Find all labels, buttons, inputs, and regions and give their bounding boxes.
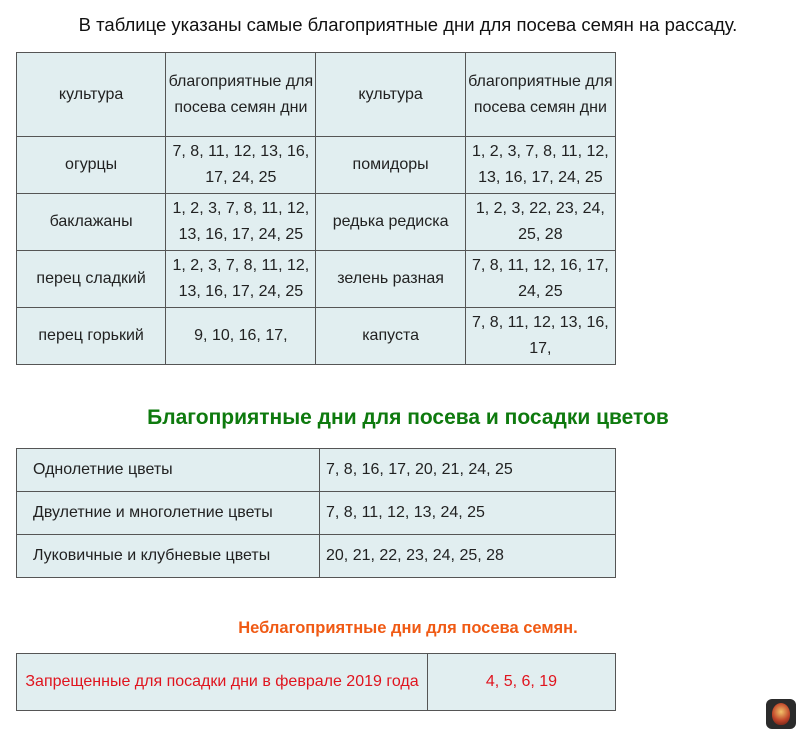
table-row [17, 137, 616, 194]
flower-type-cell: Луковичные и клубневые цветы [17, 535, 320, 578]
days-cell: 1, 2, 3, 7, 8, 11, 12, 13, 16, 17, 24, 25 [166, 194, 316, 251]
days-cell: 9, 10, 16, 17, [166, 308, 316, 365]
flower-type-cell: Двулетние и многолетние цветы [17, 492, 320, 535]
seedling-days-table [16, 52, 616, 365]
table-row [17, 251, 616, 308]
table-row [17, 535, 616, 578]
days-cell: 7, 8, 16, 17, 20, 21, 24, 25 [320, 449, 616, 492]
days-cell: 7, 8, 11, 12, 16, 17, 24, 25 [465, 251, 615, 308]
table-header-row [17, 53, 616, 137]
days-cell: 1, 2, 3, 7, 8, 11, 12, 13, 16, 17, 24, 25 [465, 137, 615, 194]
table-row [17, 492, 616, 535]
header-crop: культура [17, 53, 166, 137]
crop-cell: баклажаны [17, 194, 166, 251]
crop-cell: капуста [316, 308, 465, 365]
crop-cell: огурцы [17, 137, 166, 194]
unfavorable-days-cell: 4, 5, 6, 19 [428, 654, 616, 711]
flower-type-cell: Однолетние цветы [17, 449, 320, 492]
days-cell: 7, 8, 11, 12, 13, 24, 25 [320, 492, 616, 535]
days-cell: 1, 2, 3, 7, 8, 11, 12, 13, 16, 17, 24, 25 [166, 251, 316, 308]
flowers-table [16, 448, 616, 578]
table-row [17, 654, 616, 711]
crop-cell: перец горький [17, 308, 166, 365]
header-crop: культура [316, 53, 465, 137]
unfavorable-days-table [16, 653, 616, 711]
unfavorable-label-cell: Запрещенные для посадки дни в феврале 2019 года [17, 654, 428, 711]
days-cell: 1, 2, 3, 22, 23, 24, 25, 28 [465, 194, 615, 251]
days-cell: 20, 21, 22, 23, 24, 25, 28 [320, 535, 616, 578]
crop-cell: перец сладкий [17, 251, 166, 308]
days-cell: 7, 8, 11, 12, 13, 16, 17, [465, 308, 615, 365]
table-row [17, 194, 616, 251]
app-badge-icon[interactable] [766, 699, 796, 729]
crop-cell: редька редиска [316, 194, 465, 251]
crop-cell: зелень разная [316, 251, 465, 308]
crop-cell: помидоры [316, 137, 465, 194]
header-days: благоприятные для посева семян дни [465, 53, 615, 137]
table-row [17, 449, 616, 492]
intro-text: В таблице указаны самые благоприятные дни для посева семян на рассаду. [78, 14, 738, 35]
unfavorable-heading: Неблагоприятные дни для посева семян. [238, 619, 578, 637]
badge-emblem-icon [772, 703, 790, 725]
days-cell: 7, 8, 11, 12, 13, 16, 17, 24, 25 [166, 137, 316, 194]
flowers-heading: Благоприятные дни для посева и посадки цветов [147, 406, 669, 429]
table-row [17, 308, 616, 365]
header-days: благоприятные для посева семян дни [166, 53, 316, 137]
